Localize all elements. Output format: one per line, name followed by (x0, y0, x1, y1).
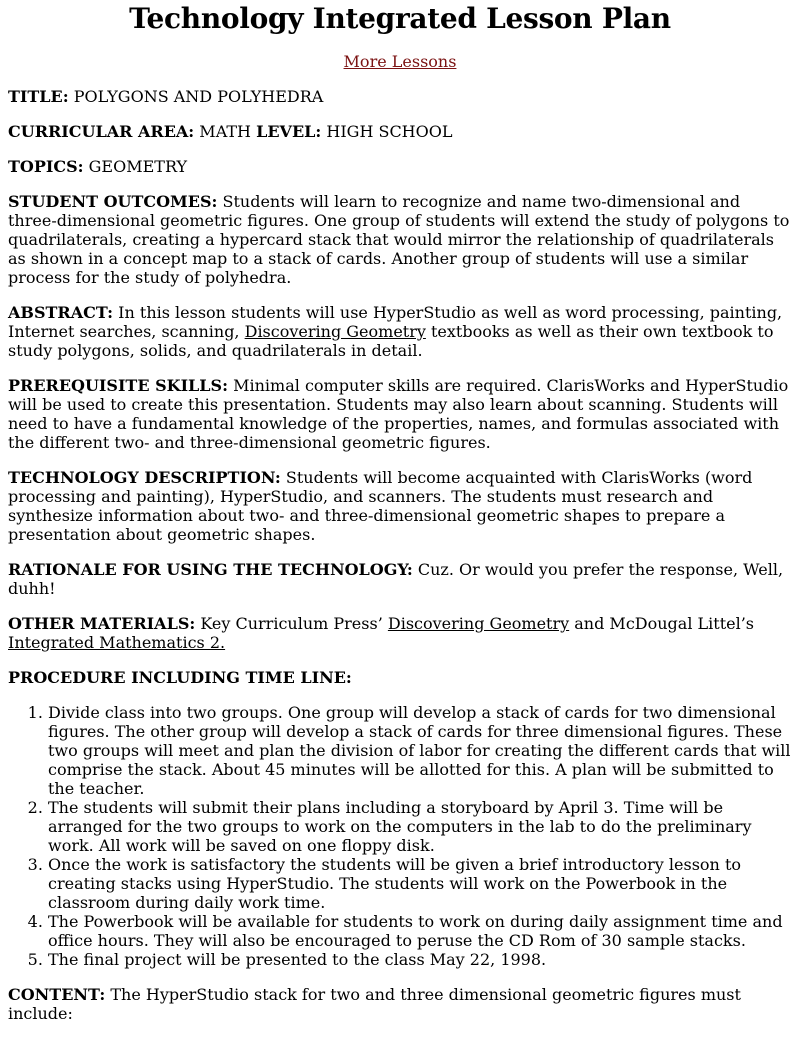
procedure-list (8, 703, 792, 969)
paragraph-student-outcomes: STUDENT OUTCOMES: Students will learn to recognize and name two-dimensional and three-dimensional geometric figures. One group of students will extend the study of polygons to quadrilaterals, creating a hypercard stack that would mirror the relationship of quadrilaterals as shown in a concept map to a stack of cards. Another group of students will use a similar process for the study of polyhedra. (8, 192, 790, 287)
paragraph-technology-description: TECHNOLOGY DESCRIPTION: Students will become acquainted with ClarisWorks (word processing and painting), HyperStudio, and scanners. The students must research and synthesize information about two- and three-dimensional geometric shapes to prepare a presentation about geometric shapes. (8, 468, 753, 544)
more-lessons-container (8, 52, 792, 71)
more-lessons-link[interactable]: More Lessons (343, 52, 457, 71)
paragraph-topics: TOPICS: GEOMETRY (8, 157, 188, 176)
procedure-step-4: 4. The Powerbook will be available for students to work on during daily assignment time and office hours. They will also be encouraged to peruse the CD Rom of 30 sample stacks. (48, 912, 792, 950)
paragraph-content: CONTENT: The HyperStudio stack for two and three dimensional geometric figures must include: (8, 985, 741, 1023)
paragraph-title-field: TITLE: POLYGONS AND POLYHEDRA (8, 87, 324, 106)
paragraph-abstract: ABSTRACT: In this lesson students will use HyperStudio as well as word processing, painting, Internet searches, scanning, Discovering Geometry textbooks as well as their own textbook to study polygons, solids, and quadrilaterals in detail. (8, 303, 783, 360)
page-title: Technology Integrated Lesson Plan (129, 2, 671, 35)
paragraph-rationale: RATIONALE FOR USING THE TECHNOLOGY: Cuz. Or would you prefer the response, Well, duhh! (8, 560, 784, 598)
paragraph-procedure-heading: PROCEDURE INCLUDING TIME LINE: (8, 668, 352, 687)
procedure-step-2: 2. The students will submit their plans including a storyboard by April 3. Time will be arranged for the two groups to work on the computers in the lab to do the preliminary work. All work will be saved on one floppy disk. (48, 798, 792, 855)
procedure-step-3: 3. Once the work is satisfactory the students will be given a brief introductory lesson to creating stacks using HyperStudio. The students will work on the Powerbook in the classroom during daily work time. (48, 855, 792, 912)
paragraph-curricular-area: CURRICULAR AREA: MATH LEVEL: HIGH SCHOOL (8, 122, 453, 141)
procedure-step-5: 5. The final project will be presented to the class May 22, 1998. (48, 950, 792, 969)
procedure-step-1: 1. Divide class into two groups. One group will develop a stack of cards for two dimensional figures. The other group will develop a stack of cards for three dimensional figures. These two groups will meet and plan the division of labor for creating the different cards that will comprise the stack. About 45 minutes will be allotted for this. A plan will be submitted to the teacher. (48, 703, 792, 798)
paragraph-prerequisite-skills: PREREQUISITE SKILLS: Minimal computer skills are required. ClarisWorks and HyperStudio will be used to create this presentation. Students may also learn about scanning. Students will need to have a fundamental knowledge of the properties, names, and formulas associated with the different two- and three-dimensional geometric figures. (8, 376, 789, 452)
paragraph-other-materials: OTHER MATERIALS: Key Curriculum Press’ Discovering Geometry and McDougal Littel’s Integrated Mathematics 2. (8, 614, 755, 652)
